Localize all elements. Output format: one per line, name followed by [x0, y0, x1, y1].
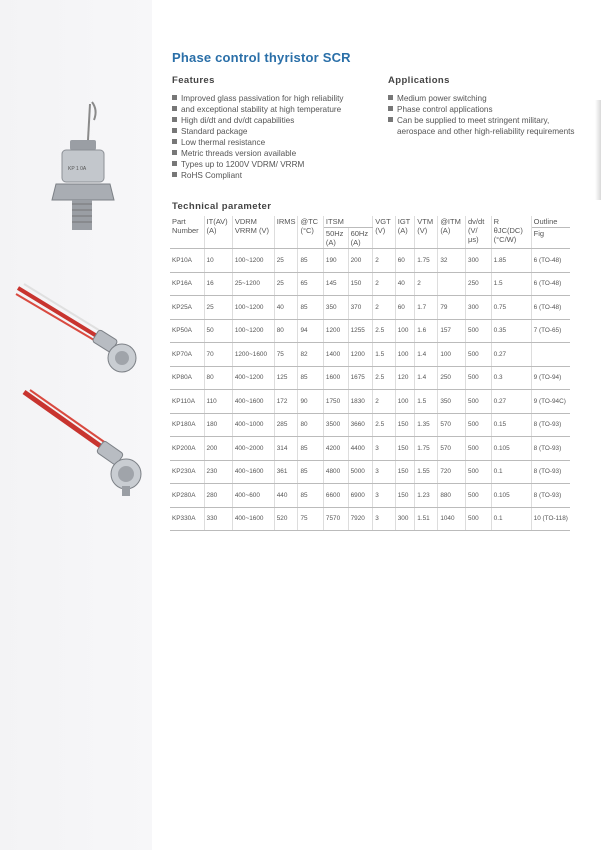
cell-itsm-50hz: 6600: [323, 484, 348, 508]
cell-rth: 1.85: [491, 249, 531, 273]
cell-itsm-60hz: 1255: [348, 319, 373, 343]
features-list: [172, 93, 377, 181]
features-item: Metric threads version available: [172, 148, 377, 159]
cell-vgt: 1.5: [373, 343, 395, 367]
cell-tc: 80: [298, 413, 323, 437]
cell-itsm-50hz: 190: [323, 249, 348, 273]
cell-rth: 0.1: [491, 507, 531, 531]
cell-itm: [438, 272, 466, 296]
applications-item-continuation: aerospace and other high-reliability requirements: [397, 127, 575, 136]
cell-rth: 0.27: [491, 343, 531, 367]
cell-it-av: 80: [204, 366, 232, 390]
cell-dvdt: 500: [466, 484, 492, 508]
cell-igt: 100: [395, 390, 415, 414]
cell-rth: 0.105: [491, 484, 531, 508]
cell-dvdt: 300: [466, 296, 492, 320]
cell-vdrm: 1200~1600: [232, 343, 274, 367]
cell-itm: 1040: [438, 507, 466, 531]
cell-dvdt: 500: [466, 343, 492, 367]
page-title: Phase control thyristor SCR: [172, 50, 351, 65]
cell-itsm-50hz: 4800: [323, 460, 348, 484]
cell-part-number: KP70A: [170, 343, 204, 367]
cell-rth: 0.1: [491, 460, 531, 484]
applications-item: Can be supplied to meet stringent military, aerospace and other high-reliability requirements: [388, 115, 588, 137]
col-vgt: VGT (V): [373, 216, 395, 249]
cell-outline: 9 (TO-94): [531, 366, 570, 390]
cell-tc: 82: [298, 343, 323, 367]
cell-itsm-50hz: 1600: [323, 366, 348, 390]
cell-tc: 85: [298, 249, 323, 273]
cell-irms: 361: [274, 460, 298, 484]
col-vtm: VTM (V): [415, 216, 438, 249]
features-item: Types up to 1200V VDRM/ VRRM: [172, 159, 377, 170]
cell-outline: 7 (TO-65): [531, 319, 570, 343]
features-item: High di/dt and dv/dt capabilities: [172, 115, 377, 126]
cell-tc: 94: [298, 319, 323, 343]
cell-itsm-60hz: 7920: [348, 507, 373, 531]
thyristor-with-leads-photo-1: [14, 282, 144, 382]
cell-itm: 250: [438, 366, 466, 390]
cell-rth: 0.75: [491, 296, 531, 320]
cell-part-number: KP200A: [170, 437, 204, 461]
cell-part-number: KP110A: [170, 390, 204, 414]
features-item: Standard package: [172, 126, 377, 137]
cell-part-number: KP50A: [170, 319, 204, 343]
cell-vgt: 2: [373, 272, 395, 296]
cell-it-av: 280: [204, 484, 232, 508]
cell-tc: 85: [298, 366, 323, 390]
col-igt: IGT (A): [395, 216, 415, 249]
cell-vtm: 1.6: [415, 319, 438, 343]
cell-rth: 0.3: [491, 366, 531, 390]
col-part-number: Part Number: [170, 216, 204, 249]
cell-vdrm: 400~1200: [232, 366, 274, 390]
cell-itsm-50hz: 1200: [323, 319, 348, 343]
cell-vgt: 3: [373, 507, 395, 531]
cell-dvdt: 500: [466, 413, 492, 437]
bullet-square-icon: [172, 150, 177, 155]
table-row: [170, 319, 570, 343]
cell-part-number: KP16A: [170, 272, 204, 296]
cell-itm: 570: [438, 437, 466, 461]
cell-itsm-50hz: 1400: [323, 343, 348, 367]
cell-itsm-50hz: 1750: [323, 390, 348, 414]
cell-outline: 6 (TO-48): [531, 296, 570, 320]
cell-itm: 79: [438, 296, 466, 320]
cell-it-av: 50: [204, 319, 232, 343]
cell-vgt: 2.5: [373, 366, 395, 390]
cell-vtm: 1.4: [415, 366, 438, 390]
cell-igt: 100: [395, 343, 415, 367]
cell-itsm-60hz: 5000: [348, 460, 373, 484]
table-row: [170, 484, 570, 508]
cell-itsm-60hz: 1830: [348, 390, 373, 414]
cell-it-av: 70: [204, 343, 232, 367]
cell-itm: 157: [438, 319, 466, 343]
cell-vgt: 2: [373, 296, 395, 320]
cell-vdrm: 400~1600: [232, 507, 274, 531]
cell-itsm-50hz: 3500: [323, 413, 348, 437]
cell-outline: 8 (TO-93): [531, 437, 570, 461]
col-outline: Outline: [531, 216, 570, 228]
cell-vtm: 1.4: [415, 343, 438, 367]
cell-igt: 60: [395, 296, 415, 320]
features-item: RoHS Compliant: [172, 170, 377, 181]
cell-irms: 80: [274, 319, 298, 343]
bullet-square-icon: [388, 106, 393, 111]
bullet-square-icon: [172, 161, 177, 166]
cell-part-number: KP10A: [170, 249, 204, 273]
technical-heading: Technical parameter: [172, 201, 272, 212]
applications-item: Medium power switching: [388, 93, 588, 104]
col-itsm-60hz: 60Hz (A): [348, 228, 373, 249]
cell-irms: 440: [274, 484, 298, 508]
cell-it-av: 10: [204, 249, 232, 273]
cell-itsm-50hz: 145: [323, 272, 348, 296]
applications-list: [388, 93, 588, 137]
cell-tc: 85: [298, 460, 323, 484]
cell-vtm: 1.51: [415, 507, 438, 531]
cell-it-av: 200: [204, 437, 232, 461]
cell-outline: [531, 343, 570, 367]
cell-itsm-60hz: 200: [348, 249, 373, 273]
cell-irms: 314: [274, 437, 298, 461]
cell-vtm: 1.75: [415, 249, 438, 273]
cell-vdrm: 400~1000: [232, 413, 274, 437]
bullet-square-icon: [172, 172, 177, 177]
cell-irms: 40: [274, 296, 298, 320]
cell-tc: 65: [298, 272, 323, 296]
table-row: [170, 437, 570, 461]
cell-vgt: 2.5: [373, 319, 395, 343]
table-row: [170, 390, 570, 414]
cell-outline: 8 (TO-93): [531, 460, 570, 484]
cell-igt: 60: [395, 249, 415, 273]
cell-part-number: KP280A: [170, 484, 204, 508]
cell-vdrm: 25~1200: [232, 272, 274, 296]
bullet-square-icon: [172, 95, 177, 100]
cell-it-av: 330: [204, 507, 232, 531]
col-dvdt: dv/dt (V/ μs): [466, 216, 492, 249]
bullet-square-icon: [172, 128, 177, 133]
cell-itsm-60hz: 1675: [348, 366, 373, 390]
cell-vgt: 3: [373, 484, 395, 508]
cell-igt: 300: [395, 507, 415, 531]
cell-vdrm: 100~1200: [232, 319, 274, 343]
cell-itsm-60hz: 4400: [348, 437, 373, 461]
table-row: [170, 249, 570, 273]
cell-itm: 32: [438, 249, 466, 273]
cell-dvdt: 250: [466, 272, 492, 296]
cell-vdrm: 100~1200: [232, 249, 274, 273]
cell-tc: 90: [298, 390, 323, 414]
table-row: [170, 460, 570, 484]
cell-itsm-60hz: 370: [348, 296, 373, 320]
cell-it-av: 16: [204, 272, 232, 296]
col-itsm-50hz: 50Hz (A): [323, 228, 348, 249]
cell-vtm: 1.5: [415, 390, 438, 414]
cell-tc: 85: [298, 437, 323, 461]
cell-dvdt: 500: [466, 366, 492, 390]
table-row: [170, 413, 570, 437]
table-row: [170, 507, 570, 531]
cell-vgt: 2: [373, 390, 395, 414]
cell-igt: 40: [395, 272, 415, 296]
cell-itsm-60hz: 3660: [348, 413, 373, 437]
cell-outline: 8 (TO-93): [531, 413, 570, 437]
features-item: and exceptional stability at high temperature: [172, 104, 377, 115]
cell-tc: 85: [298, 484, 323, 508]
cell-vtm: 1.23: [415, 484, 438, 508]
cell-outline: 9 (TO-94C): [531, 390, 570, 414]
cell-igt: 150: [395, 413, 415, 437]
table-row: [170, 296, 570, 320]
cell-vgt: 2: [373, 249, 395, 273]
cell-rth: 0.35: [491, 319, 531, 343]
table-row: [170, 343, 570, 367]
features-heading: Features: [172, 75, 215, 86]
cell-itm: 570: [438, 413, 466, 437]
col-vdrm: VDRM VRRM (V): [232, 216, 274, 249]
bullet-square-icon: [172, 106, 177, 111]
bullet-square-icon: [388, 95, 393, 100]
cell-it-av: 230: [204, 460, 232, 484]
cell-vtm: 1.55: [415, 460, 438, 484]
cell-rth: 0.15: [491, 413, 531, 437]
cell-vgt: 3: [373, 437, 395, 461]
bullet-square-icon: [172, 117, 177, 122]
cell-part-number: KP80A: [170, 366, 204, 390]
cell-irms: 75: [274, 343, 298, 367]
cell-part-number: KP230A: [170, 460, 204, 484]
col-rth: R θJC(DC) (°C/W): [491, 216, 531, 249]
cell-itsm-50hz: 7570: [323, 507, 348, 531]
col-outline-fig: Fig: [531, 228, 570, 249]
cell-vgt: 2.5: [373, 413, 395, 437]
cell-irms: 285: [274, 413, 298, 437]
table-row: [170, 366, 570, 390]
cell-itsm-60hz: 150: [348, 272, 373, 296]
cell-vtm: 1.35: [415, 413, 438, 437]
col-it-av: IT(AV) (A): [204, 216, 232, 249]
applications-heading: Applications: [388, 75, 450, 86]
cell-tc: 85: [298, 296, 323, 320]
cell-igt: 150: [395, 437, 415, 461]
cell-outline: 6 (TO-48): [531, 272, 570, 296]
cell-vdrm: 400~1600: [232, 460, 274, 484]
cell-dvdt: 500: [466, 460, 492, 484]
cell-irms: 25: [274, 272, 298, 296]
cell-itsm-60hz: 6900: [348, 484, 373, 508]
cell-vtm: 1.75: [415, 437, 438, 461]
cell-outline: 10 (TO-118): [531, 507, 570, 531]
features-item: Low thermal resistance: [172, 137, 377, 148]
cell-vtm: 2: [415, 272, 438, 296]
cell-irms: 520: [274, 507, 298, 531]
cell-dvdt: 500: [466, 507, 492, 531]
cell-vtm: 1.7: [415, 296, 438, 320]
cell-part-number: KP180A: [170, 413, 204, 437]
bullet-square-icon: [388, 117, 393, 122]
svg-text:KP 1 0A: KP 1 0A: [68, 166, 87, 172]
cell-tc: 75: [298, 507, 323, 531]
cell-dvdt: 300: [466, 249, 492, 273]
cell-part-number: KP330A: [170, 507, 204, 531]
applications-item: Phase control applications: [388, 104, 588, 115]
col-itsm: ITSM: [323, 216, 372, 228]
cell-vgt: 3: [373, 460, 395, 484]
cell-igt: 150: [395, 460, 415, 484]
page-edge-shadow: [595, 100, 601, 200]
cell-igt: 100: [395, 319, 415, 343]
col-itm: @ITM (A): [438, 216, 466, 249]
cell-outline: 6 (TO-48): [531, 249, 570, 273]
cell-igt: 150: [395, 484, 415, 508]
cell-rth: 0.27: [491, 390, 531, 414]
cell-it-av: 25: [204, 296, 232, 320]
cell-dvdt: 500: [466, 390, 492, 414]
cell-itm: 350: [438, 390, 466, 414]
bullet-square-icon: [172, 139, 177, 144]
cell-vdrm: 400~1600: [232, 390, 274, 414]
cell-itsm-50hz: 350: [323, 296, 348, 320]
cell-itsm-60hz: 1200: [348, 343, 373, 367]
cell-irms: 172: [274, 390, 298, 414]
col-tc: @TC (°C): [298, 216, 323, 249]
cell-rth: 0.105: [491, 437, 531, 461]
cell-irms: 125: [274, 366, 298, 390]
cell-dvdt: 500: [466, 319, 492, 343]
cell-vdrm: 400~2000: [232, 437, 274, 461]
cell-vdrm: 400~600: [232, 484, 274, 508]
cell-itsm-50hz: 4200: [323, 437, 348, 461]
cell-outline: 8 (TO-93): [531, 484, 570, 508]
cell-it-av: 180: [204, 413, 232, 437]
cell-part-number: KP25A: [170, 296, 204, 320]
cell-itm: 880: [438, 484, 466, 508]
table-row: [170, 272, 570, 296]
cell-dvdt: 500: [466, 437, 492, 461]
col-irms: IRMS: [274, 216, 298, 249]
cell-vdrm: 100~1200: [232, 296, 274, 320]
cell-itm: 720: [438, 460, 466, 484]
thyristor-with-leads-photo-2: [14, 388, 144, 498]
features-item: Improved glass passivation for high reliability: [172, 93, 377, 104]
table-body: [170, 249, 570, 531]
cell-itm: 100: [438, 343, 466, 367]
thyristor-stud-photo: [48, 100, 118, 240]
cell-it-av: 110: [204, 390, 232, 414]
cell-irms: 25: [274, 249, 298, 273]
cell-rth: 1.5: [491, 272, 531, 296]
technical-parameter-table: [170, 216, 570, 531]
cell-igt: 120: [395, 366, 415, 390]
